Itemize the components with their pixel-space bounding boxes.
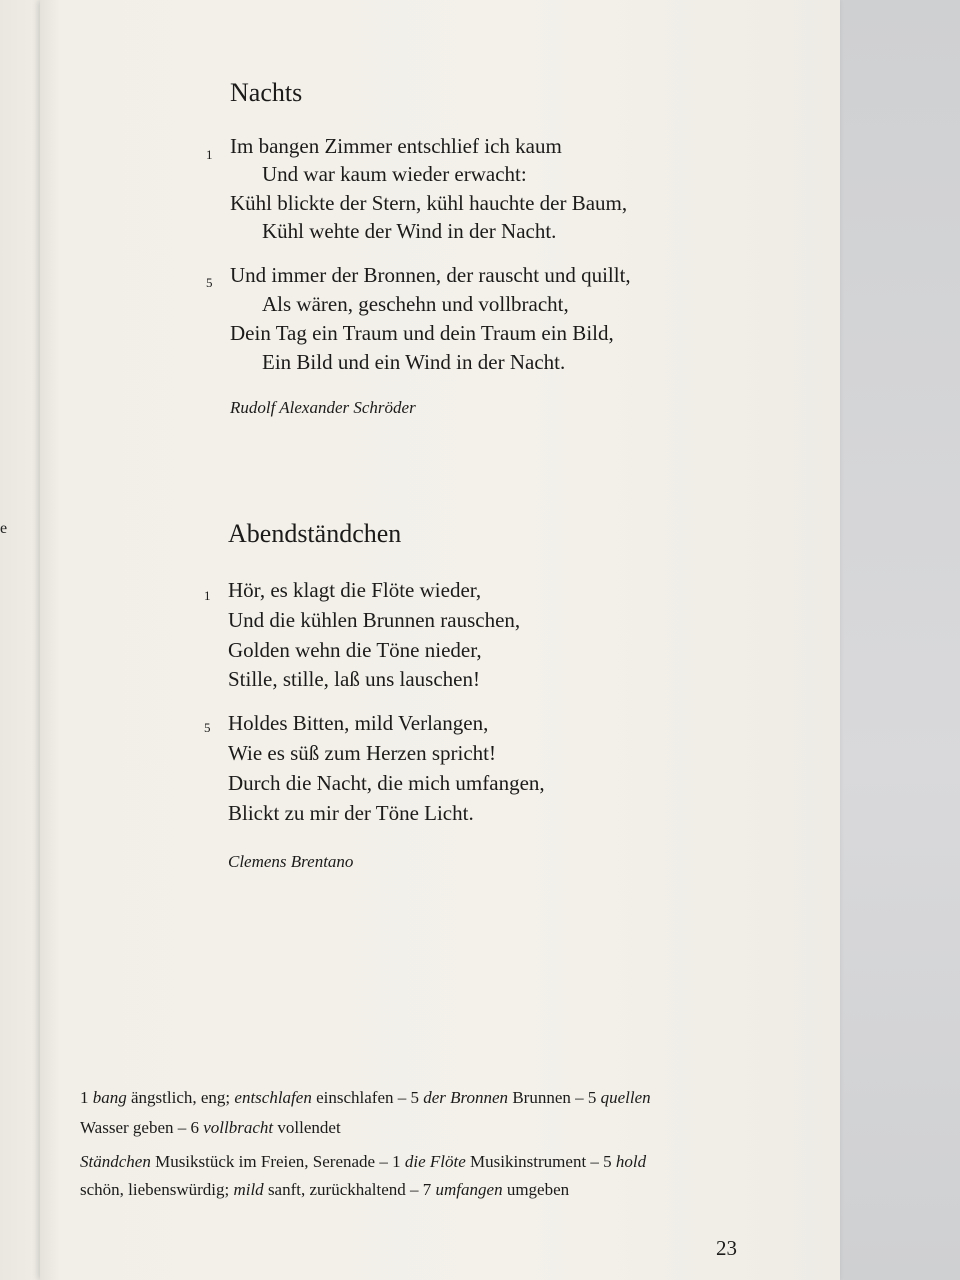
line-number: 1 — [204, 588, 211, 603]
poem-line: Dein Tag ein Traum und dein Traum ein Bild, — [230, 321, 614, 345]
line-number: 5 — [206, 275, 213, 290]
footnote-text: einschlafen – 5 — [311, 1088, 424, 1107]
poem-line: Wie es süß zum Herzen spricht! — [228, 741, 496, 765]
footnote-text: Brunnen – 5 — [508, 1088, 601, 1107]
poem-line: Und die kühlen Brunnen rauschen, — [228, 608, 521, 632]
footnote-text: vollendet — [273, 1118, 341, 1137]
poem-line: Durch die Nacht, die mich umfangen, — [228, 771, 545, 795]
poem-line: Kühl blickte der Stern, kühl hauchte der Baum, — [230, 191, 628, 215]
footnote-term: hold — [615, 1152, 647, 1171]
poem-line: Als wären, geschehn und vollbracht, — [262, 292, 569, 316]
footnote-term: quellen — [600, 1088, 651, 1107]
footnote-2-line-2 — [80, 1181, 569, 1198]
poem-line: Blickt zu mir der Töne Licht. — [228, 801, 474, 825]
poem-title-nachts: Nachts — [230, 78, 303, 107]
footnote-2-line-1 — [80, 1153, 646, 1170]
poem-line: Golden wehn die Töne nieder, — [228, 638, 482, 662]
poem-line: Kühl wehte der Wind in der Nacht. — [262, 219, 557, 243]
poem-line: Und immer der Bronnen, der rauscht und quillt, — [230, 263, 631, 287]
footnote-term: mild — [233, 1180, 264, 1199]
poem-title-abendstaendchen: Abendständchen — [228, 519, 402, 548]
footnote-term: vollbracht — [203, 1118, 274, 1137]
footnote-term: der Bronnen — [423, 1088, 509, 1107]
line-number: 5 — [204, 720, 211, 735]
page-number: 23 — [716, 1236, 737, 1260]
poem-line: Ein Bild und ein Wind in der Nacht. — [262, 350, 566, 374]
footnote-text: schön, liebenswürdig; — [80, 1180, 234, 1199]
background-wall — [820, 0, 960, 1280]
footnote-text: Wasser geben – 6 — [80, 1118, 204, 1137]
footnote-term: entschlafen — [234, 1088, 312, 1107]
left-page-fragment: e — [0, 520, 8, 537]
footnote-text: ängstlich, eng; — [126, 1088, 235, 1107]
poem-line: Hör, es klagt die Flöte wieder, — [228, 578, 482, 602]
footnote-term: bang — [92, 1088, 127, 1107]
footnote-text: Musikinstrument – 5 — [465, 1152, 616, 1171]
footnote-text: 1 — [80, 1088, 93, 1107]
footnote-term: Ständchen — [80, 1152, 151, 1171]
poem-author: Rudolf Alexander Schröder — [230, 398, 416, 417]
footnote-text: Musikstück im Freien, Serenade – 1 — [150, 1152, 405, 1171]
footnote-term: umfangen — [435, 1180, 503, 1199]
footnote-text: umgeben — [502, 1180, 570, 1199]
footnote-text: sanft, zurückhaltend – 7 — [263, 1180, 436, 1199]
book-page — [40, 0, 840, 1280]
footnote-1-line-2 — [80, 1119, 341, 1136]
poem-author: Clemens Brentano — [228, 852, 354, 871]
footnote-1-line-1 — [80, 1089, 651, 1106]
footnote-term: die Flöte — [404, 1152, 466, 1171]
poem-line: Und war kaum wieder erwacht: — [262, 162, 527, 186]
line-number: 1 — [206, 147, 213, 162]
poem-line: Im bangen Zimmer entschlief ich kaum — [230, 134, 562, 158]
poem-line: Holdes Bitten, mild Verlangen, — [228, 711, 489, 735]
poem-line: Stille, stille, laß uns lauschen! — [228, 667, 480, 691]
